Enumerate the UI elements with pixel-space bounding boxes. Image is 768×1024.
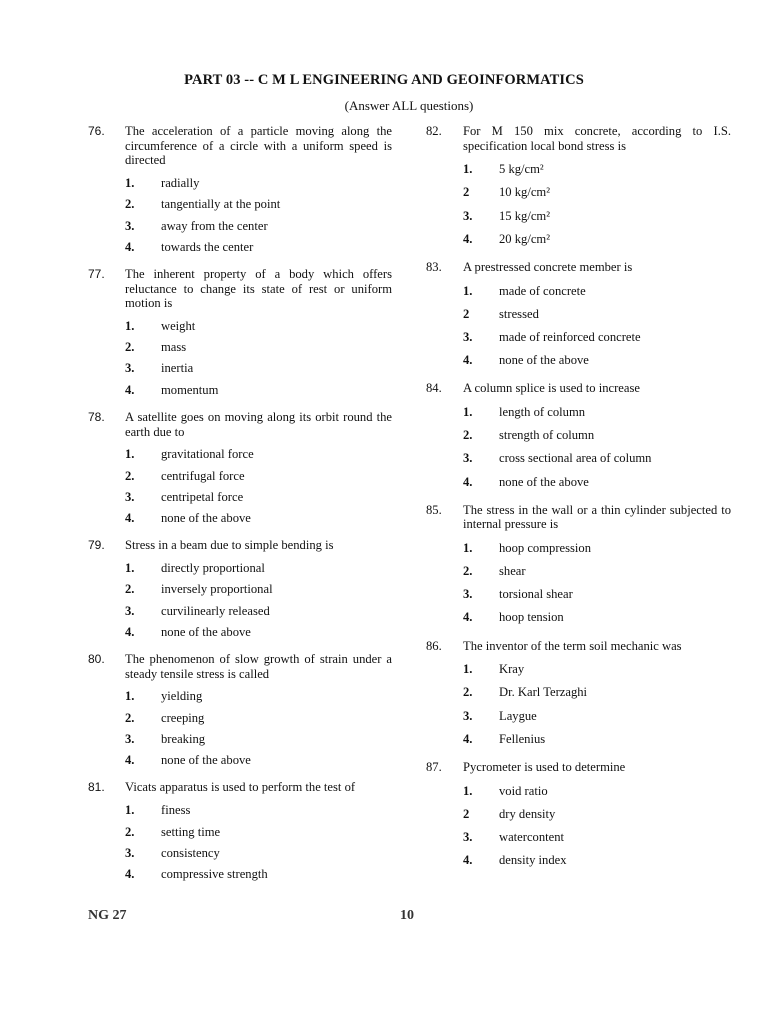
option-number: 1. <box>125 689 135 704</box>
option-number: 2. <box>463 428 473 443</box>
option-number: 2. <box>125 340 135 355</box>
question-stem <box>426 260 731 275</box>
question-item <box>88 267 392 401</box>
option-number: 3. <box>125 732 135 747</box>
option-number: 3. <box>463 587 473 602</box>
option-text: Dr. Karl Terzaghi <box>499 685 588 700</box>
option-text: weight <box>161 318 196 333</box>
option-number: 3. <box>125 218 135 233</box>
option-text: watercontent <box>499 829 565 844</box>
option-text: none of the above <box>499 474 589 489</box>
option-number: 4. <box>463 474 473 489</box>
option-text: consistency <box>161 845 220 860</box>
question-number: 86. <box>426 638 442 653</box>
answer-option <box>88 316 392 337</box>
question-text: The acceleration of a particle moving along the circumference of a circle with a uniform speed is directed <box>125 124 392 168</box>
option-number: 4. <box>463 853 473 868</box>
answer-option <box>88 380 392 401</box>
paper-code: NG 27 <box>88 908 127 923</box>
answer-option <box>88 750 392 771</box>
answer-option <box>88 215 392 236</box>
option-number: 3. <box>463 708 473 723</box>
option-number: 3. <box>125 603 135 618</box>
answer-option <box>426 537 731 560</box>
question-stem <box>88 780 392 795</box>
option-number: 3. <box>463 451 473 466</box>
option-list <box>426 537 731 630</box>
option-text: radially <box>161 175 200 190</box>
option-number: 3. <box>463 829 473 844</box>
section-instruction: (Answer ALL questions) <box>344 98 474 113</box>
answer-option <box>88 729 392 750</box>
option-number: 4. <box>463 231 473 246</box>
question-text: A column splice is used to increase <box>463 381 640 396</box>
section-title: PART 03 -- C M L ENGINEERING AND GEOINFORMATICS <box>184 72 584 88</box>
option-text: inversely proportional <box>161 582 273 597</box>
answer-option <box>426 326 731 349</box>
option-number: 4. <box>125 624 135 639</box>
option-text: none of the above <box>161 753 251 768</box>
option-list <box>88 316 392 401</box>
answer-option <box>88 708 392 729</box>
question-text: A prestressed concrete member is <box>463 259 633 274</box>
option-text: torsional shear <box>499 587 573 602</box>
option-text: gravitational force <box>161 447 254 462</box>
question-stem <box>426 760 731 775</box>
question-text: For M 150 mix concrete, according to I.S. specification local bond stress is <box>463 124 731 153</box>
question-text: Pycrometer is used to determine <box>463 759 626 774</box>
option-list <box>88 444 392 529</box>
option-text: Fellenius <box>499 731 546 746</box>
question-text: The inventor of the term soil mechanic was <box>463 638 682 653</box>
answer-option <box>88 579 392 600</box>
question-number: 81. <box>88 780 105 795</box>
answer-option <box>426 303 731 326</box>
option-number: 2 <box>463 306 470 321</box>
option-number: 1. <box>125 175 135 190</box>
option-number: 2 <box>463 185 470 200</box>
option-number: 2. <box>463 685 473 700</box>
option-text: density index <box>499 853 567 868</box>
option-list <box>88 800 392 885</box>
option-number: 3. <box>463 208 473 223</box>
answer-option <box>426 181 731 204</box>
answer-option <box>88 558 392 579</box>
option-number: 3. <box>125 489 135 504</box>
question-text: The stress in the wall or a thin cylinder subjected to internal pressure is <box>463 502 731 532</box>
question-number: 82. <box>426 124 442 138</box>
option-number: 3. <box>125 845 135 860</box>
option-number: 2. <box>125 582 135 597</box>
option-text: dry density <box>499 806 556 821</box>
question-item <box>426 124 731 251</box>
option-number: 3. <box>125 361 135 376</box>
option-list <box>88 173 392 258</box>
option-number: 4. <box>125 382 135 397</box>
answer-option <box>426 158 731 181</box>
question-item <box>426 639 731 751</box>
option-text: setting time <box>161 824 221 839</box>
option-number: 4. <box>125 511 135 526</box>
option-number: 1. <box>125 561 135 576</box>
option-number: 2 <box>463 806 470 821</box>
option-text: hoop tension <box>499 610 564 625</box>
question-number: 85. <box>426 502 442 517</box>
answer-option <box>426 826 731 849</box>
question-item <box>88 410 392 529</box>
answer-option <box>88 864 392 885</box>
option-text: centripetal force <box>161 489 244 504</box>
question-number: 83. <box>426 259 442 274</box>
option-list <box>426 280 731 373</box>
question-item <box>88 652 392 771</box>
option-number: 4. <box>125 753 135 768</box>
answer-option <box>426 228 731 251</box>
question-stem <box>88 538 392 553</box>
option-number: 1. <box>463 662 473 677</box>
question-number: 78. <box>88 409 105 424</box>
option-list <box>426 401 731 494</box>
option-text: made of reinforced concrete <box>499 330 641 344</box>
question-item <box>88 538 392 643</box>
option-number: 1. <box>463 540 473 555</box>
answer-option <box>426 583 731 606</box>
option-number: 4. <box>463 610 473 625</box>
question-number: 80. <box>88 652 105 667</box>
question-item <box>426 503 731 630</box>
question-text: Stress in a beam due to simple bending is <box>125 538 334 553</box>
option-number: 2. <box>125 710 135 725</box>
question-text: The inherent property of a body which offers reluctance to change its state of rest or uniform motion is <box>125 266 392 311</box>
question-stem <box>426 124 731 153</box>
answer-option <box>426 849 731 872</box>
option-text: yielding <box>161 689 203 704</box>
option-number: 1. <box>125 803 135 818</box>
answer-option <box>88 622 392 643</box>
option-text: none of the above <box>161 624 251 639</box>
option-list <box>426 780 731 873</box>
option-text: tangentially at the point <box>161 197 281 212</box>
answer-option <box>88 358 392 379</box>
answer-option <box>88 465 392 486</box>
question-text: A satellite goes on moving along its orbit round the earth due to <box>125 409 392 439</box>
option-text: shear <box>499 564 526 579</box>
option-number: 4. <box>463 731 473 746</box>
option-list <box>88 558 392 643</box>
option-number: 4. <box>125 239 135 254</box>
option-number: 1. <box>125 318 135 333</box>
option-text: none of the above <box>499 353 589 368</box>
answer-option <box>88 601 392 622</box>
question-item <box>426 381 731 493</box>
option-list <box>88 686 392 771</box>
option-text: none of the above <box>161 511 251 526</box>
left-question-column <box>88 124 392 894</box>
answer-option <box>426 705 731 728</box>
answer-option <box>426 280 731 303</box>
answer-option <box>88 800 392 821</box>
answer-option <box>426 424 731 447</box>
question-item <box>88 780 392 885</box>
option-text: creeping <box>161 710 205 725</box>
answer-option <box>426 606 731 629</box>
answer-option <box>426 803 731 826</box>
question-stem <box>426 639 731 654</box>
option-number: 4. <box>125 867 135 882</box>
answer-option <box>426 401 731 424</box>
option-list <box>426 658 731 751</box>
answer-option <box>88 821 392 842</box>
answer-option <box>88 508 392 529</box>
answer-option <box>88 237 392 258</box>
answer-option <box>88 686 392 707</box>
question-number: 77. <box>88 266 105 281</box>
option-list <box>426 158 731 251</box>
answer-option <box>426 560 731 583</box>
option-text: away from the center <box>161 218 268 233</box>
question-stem <box>88 410 392 439</box>
option-text: 5 kg/cm² <box>499 162 544 177</box>
option-text: 20 kg/cm² <box>499 231 550 246</box>
option-number: 2. <box>125 197 135 212</box>
answer-option <box>88 843 392 864</box>
question-number: 87. <box>426 759 442 774</box>
option-number: 2. <box>463 564 473 579</box>
option-text: finess <box>161 803 191 818</box>
answer-option <box>426 349 731 372</box>
option-text: void ratio <box>499 783 548 798</box>
option-text: hoop compression <box>499 540 591 555</box>
answer-option <box>88 444 392 465</box>
option-text: 15 kg/cm² <box>499 208 550 223</box>
option-number: 4. <box>463 353 473 368</box>
question-text: Vicats apparatus is used to perform the test of <box>125 780 356 795</box>
question-number: 79. <box>88 538 105 553</box>
answer-option <box>426 205 731 228</box>
option-number: 1. <box>463 162 473 177</box>
option-text: Laygue <box>499 708 537 723</box>
question-item <box>426 260 731 372</box>
answer-option <box>426 780 731 803</box>
option-text: breaking <box>161 732 206 747</box>
option-text: 10 kg/cm² <box>499 185 550 200</box>
option-text: mass <box>161 340 187 355</box>
question-item <box>426 760 731 872</box>
option-text: towards the center <box>161 239 254 254</box>
option-text: inertia <box>161 361 194 376</box>
option-text: momentum <box>161 382 219 397</box>
page-number: 10 <box>400 908 414 923</box>
question-stem <box>426 503 731 532</box>
answer-option <box>426 728 731 751</box>
option-number: 1. <box>463 283 473 298</box>
option-text: made of concrete <box>499 283 586 298</box>
answer-option <box>88 337 392 358</box>
option-number: 1. <box>125 447 135 462</box>
option-text: curvilinearly released <box>161 603 270 618</box>
question-stem <box>426 381 731 396</box>
question-number: 76. <box>88 124 105 138</box>
question-item <box>88 124 392 258</box>
answer-option <box>426 658 731 681</box>
option-number: 2. <box>125 824 135 839</box>
option-number: 2. <box>125 468 135 483</box>
option-text: Kray <box>499 662 525 677</box>
answer-option <box>426 681 731 704</box>
question-text: The phenomenon of slow growth of strain under a steady tensile stress is called <box>125 652 392 681</box>
answer-option <box>426 447 731 470</box>
answer-option <box>426 470 731 493</box>
answer-option <box>88 487 392 508</box>
question-number: 84. <box>426 381 442 396</box>
option-text: centrifugal force <box>161 468 245 483</box>
right-question-column <box>426 124 731 881</box>
question-stem <box>88 652 392 681</box>
option-text: compressive strength <box>161 867 268 882</box>
option-number: 3. <box>463 330 473 344</box>
question-stem <box>88 267 392 311</box>
option-text: length of column <box>499 404 586 419</box>
option-text: cross sectional area of column <box>499 451 652 466</box>
option-text: strength of column <box>499 428 595 443</box>
question-stem <box>88 124 392 168</box>
option-text: stressed <box>499 306 539 321</box>
answer-option <box>88 194 392 215</box>
option-number: 1. <box>463 783 473 798</box>
answer-option <box>88 173 392 194</box>
option-number: 1. <box>463 404 473 419</box>
option-text: directly proportional <box>161 561 265 576</box>
